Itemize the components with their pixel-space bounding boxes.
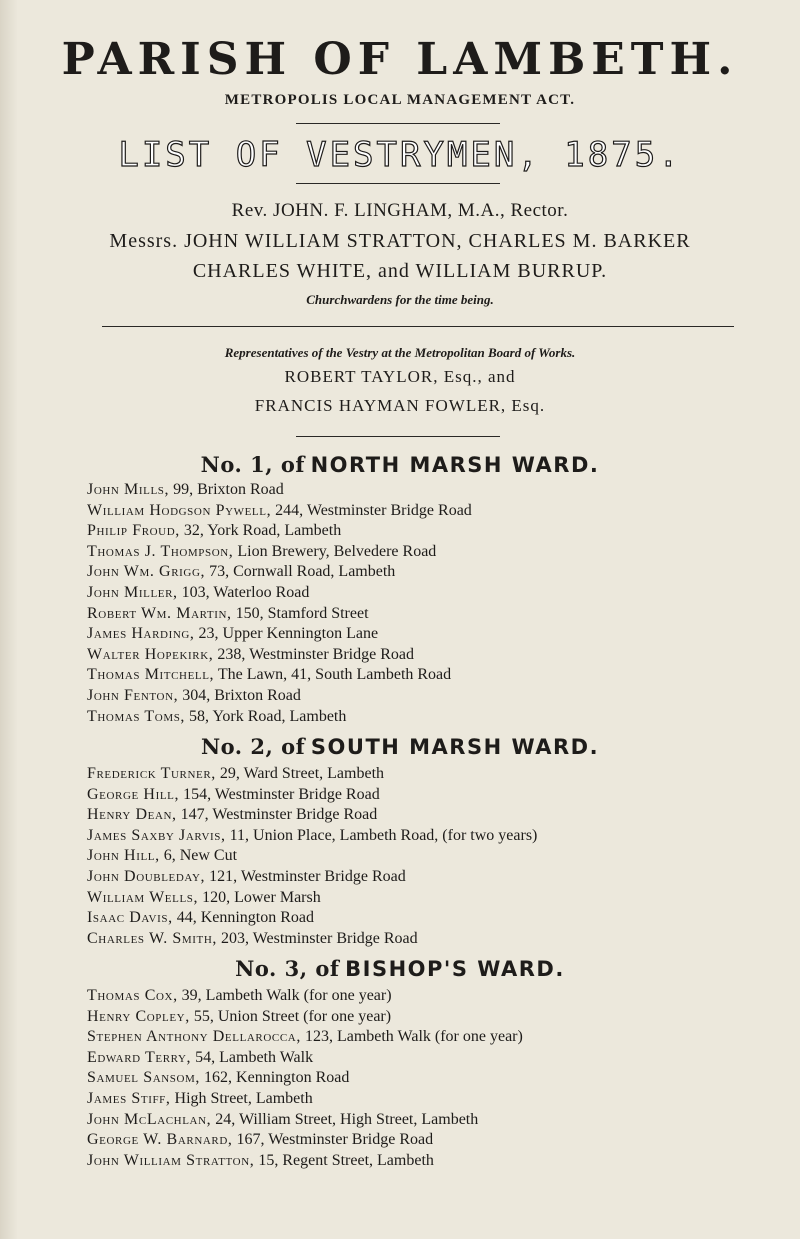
member-address: 11, Union Place, Lambeth Road, (for two years) xyxy=(225,826,538,844)
member-name: Samuel Sansom, xyxy=(87,1069,201,1087)
member-address: 44, Kennington Road xyxy=(172,909,315,927)
list-item xyxy=(87,501,472,522)
act-subtitle: METROPOLIS LOCAL MANAGEMENT ACT. xyxy=(224,92,576,108)
list-item xyxy=(87,908,537,929)
member-address: The Lawn, 41, South Lambeth Road xyxy=(214,666,452,684)
member-address: 238, Westminster Bridge Road xyxy=(213,645,414,663)
member-address: 23, Upper Kennington Lane xyxy=(194,625,379,643)
member-address: 6, New Cut xyxy=(159,847,238,865)
member-address: 73, Cornwall Road, Lambeth xyxy=(205,563,396,581)
list-item xyxy=(87,986,523,1007)
member-name: John Fenton, xyxy=(87,686,179,704)
list-item xyxy=(87,686,472,707)
list-item xyxy=(87,826,537,847)
list-item xyxy=(87,480,472,501)
list-item xyxy=(87,1027,523,1048)
member-address: 150, Stamford Street xyxy=(231,604,369,622)
representatives-note: Representatives of the Vestry at the Metropolitan Board of Works. xyxy=(224,345,576,360)
list-item xyxy=(87,604,472,625)
member-name: Henry Copley, xyxy=(87,1007,190,1025)
member-name: Charles W. Smith, xyxy=(87,929,218,947)
member-address: 54, Lambeth Walk xyxy=(191,1048,314,1066)
member-name: John Miller, xyxy=(87,583,178,601)
member-name: Thomas Toms, xyxy=(87,707,186,725)
list-item xyxy=(87,562,472,583)
member-address: 147, Westminster Bridge Road xyxy=(176,806,378,824)
divider xyxy=(296,436,500,437)
member-address: 39, Lambeth Walk (for one year) xyxy=(177,987,392,1004)
member-name: Edward Terry, xyxy=(87,1048,192,1066)
list-item xyxy=(87,1089,523,1110)
member-address: 99, Brixton Road xyxy=(169,481,284,498)
member-name: John Wm. Grigg, xyxy=(87,563,206,581)
ward-number: No. 1, of xyxy=(200,452,305,477)
churchwardens-line-2: CHARLES WHITE, and WILLIAM BURRUP. xyxy=(192,260,608,282)
representative-line-2: FRANCIS HAYMAN FOWLER, Esq. xyxy=(254,396,546,415)
ward-heading xyxy=(0,734,800,760)
member-name: Thomas J. Thompson, xyxy=(87,542,234,560)
member-name: Robert Wm. Martin, xyxy=(87,604,232,622)
list-item xyxy=(87,888,537,909)
list-title: LIST OF VESTRYMEN, 1875. xyxy=(118,135,682,175)
member-name: James Stiff, xyxy=(87,1089,171,1107)
member-name: Philip Froud, xyxy=(87,522,180,540)
member-name: Henry Dean, xyxy=(87,806,177,824)
member-address: 58, York Road, Lambeth xyxy=(185,707,347,725)
member-name: Thomas Mitchell, xyxy=(87,666,215,684)
member-address: 162, Kennington Road xyxy=(200,1069,350,1087)
member-name: George Hill, xyxy=(87,785,180,803)
list-item xyxy=(87,1151,523,1172)
member-address: 29, Ward Street, Lambeth xyxy=(215,765,385,782)
member-address: 15, Regent Street, Lambeth xyxy=(254,1151,434,1169)
ward-name: SOUTH MARSH WARD. xyxy=(310,735,600,759)
list-item xyxy=(87,1110,523,1131)
member-address: 120, Lower Marsh xyxy=(198,888,321,906)
page-title: PARISH OF LAMBETH. xyxy=(61,34,739,85)
ward-heading xyxy=(0,956,800,982)
member-address: Lion Brewery, Belvedere Road xyxy=(233,542,437,560)
list-item xyxy=(87,1048,523,1069)
member-name: Thomas Cox, xyxy=(87,987,178,1004)
list-item xyxy=(87,665,472,686)
member-address: 32, York Road, Lambeth xyxy=(179,522,342,540)
ward-member-list xyxy=(87,986,523,1171)
member-name: Walter Hopekirk, xyxy=(87,645,214,663)
member-address: 167, Westminster Bridge Road xyxy=(232,1131,434,1149)
ward-heading xyxy=(0,452,800,478)
member-address: 55, Union Street (for one year) xyxy=(189,1007,392,1025)
member-name: John William Stratton, xyxy=(87,1151,255,1169)
churchwardens-note: Churchwardens for the time being. xyxy=(306,292,494,307)
list-item xyxy=(87,785,537,806)
member-name: William Hodgson Pywell, xyxy=(87,501,272,519)
list-item xyxy=(87,542,472,563)
page-edge-shadow xyxy=(0,0,18,1239)
list-item xyxy=(87,1068,523,1089)
rector-line: Rev. JOHN. F. LINGHAM, M.A., Rector. xyxy=(231,200,569,221)
ward-number: No. 3, of xyxy=(235,956,340,981)
divider xyxy=(296,183,500,184)
list-item xyxy=(87,867,537,888)
list-item xyxy=(87,583,472,604)
member-address: 121, Westminster Bridge Road xyxy=(205,867,406,885)
list-item xyxy=(87,1130,523,1151)
ward-number: No. 2, of xyxy=(200,734,306,759)
ward-name: NORTH MARSH WARD. xyxy=(310,453,600,477)
member-name: John Mills, xyxy=(87,481,170,498)
divider xyxy=(102,326,734,327)
member-name: James Saxby Jarvis, xyxy=(87,826,226,844)
list-item xyxy=(87,929,537,950)
member-name: Isaac Davis, xyxy=(87,909,173,927)
list-item xyxy=(87,846,537,867)
member-name: James Harding, xyxy=(87,625,195,643)
ward-member-list xyxy=(87,480,472,727)
member-name: Stephen Anthony Dellarocca, xyxy=(87,1028,301,1046)
member-name: Frederick Turner, xyxy=(87,765,216,782)
member-name: William Wells, xyxy=(87,888,199,906)
member-name: John McLachlan, xyxy=(87,1110,212,1128)
member-address: 24, William Street, High Street, Lambeth xyxy=(211,1110,479,1128)
ward-member-list xyxy=(87,764,537,949)
list-item xyxy=(87,645,472,666)
member-name: John Doubleday, xyxy=(87,867,206,885)
representative-line-1: ROBERT TAYLOR, Esq., and xyxy=(284,367,516,386)
list-item xyxy=(87,707,472,728)
list-item xyxy=(87,521,472,542)
churchwardens-line-1: Messrs. JOHN WILLIAM STRATTON, CHARLES M. BARKER xyxy=(109,230,691,252)
list-item xyxy=(87,624,472,645)
member-address: High Street, Lambeth xyxy=(170,1089,313,1107)
list-item xyxy=(87,1007,523,1028)
ward-name: BISHOP'S WARD. xyxy=(345,957,565,981)
member-address: 203, Westminster Bridge Road xyxy=(217,929,418,947)
member-address: 154, Westminster Bridge Road xyxy=(179,785,380,803)
divider xyxy=(296,123,500,124)
member-address: 304, Brixton Road xyxy=(178,686,301,704)
member-address: 123, Lambeth Walk (for one year) xyxy=(300,1028,523,1046)
member-address: 103, Waterloo Road xyxy=(177,583,310,601)
member-name: John Hill, xyxy=(87,847,160,865)
member-address: 244, Westminster Bridge Road xyxy=(271,501,472,519)
list-item xyxy=(87,805,537,826)
member-name: George W. Barnard, xyxy=(87,1131,233,1149)
list-item xyxy=(87,764,537,785)
